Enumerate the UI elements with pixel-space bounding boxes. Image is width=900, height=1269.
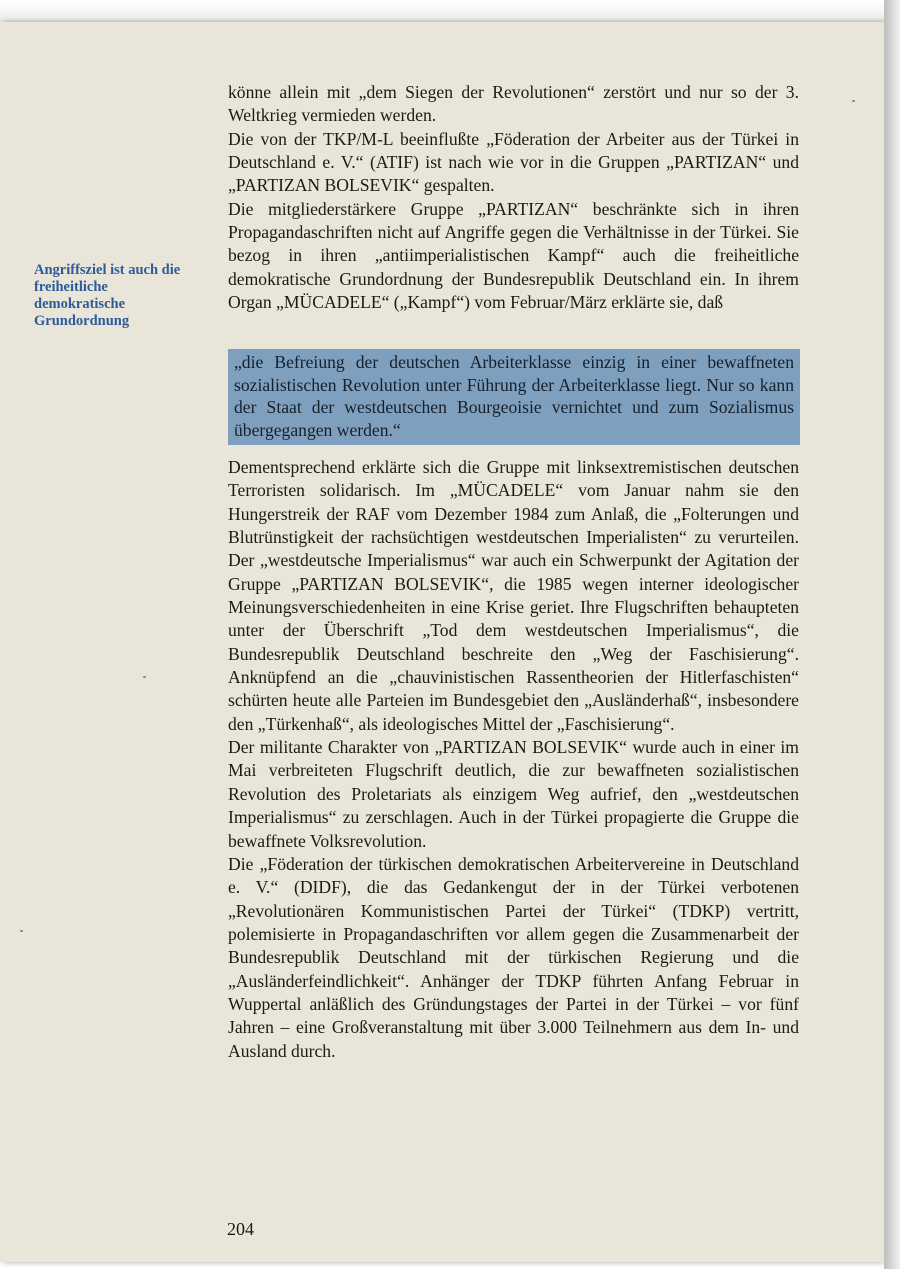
- paragraph: Die mitgliederstärkere Gruppe „PARTIZAN“ beschränkte sich in ihren Propagandaschriften nicht auf Angriffe gegen die Verhältnisse in der Türkei. Sie bezog in ihren „antiimperialistischen Kampf“ auch die freiheitliche demokratische Grundordnung der Bundesrepublik Deutschland ein. In ihrem Organ „MÜCADELE“ („Kampf“) vom Februar/März erklärte sie, daß: [228, 198, 799, 313]
- scan-right-edge: [884, 0, 900, 1269]
- paragraph: Der militante Charakter von „PARTIZAN BOLSEVIK“ wurde auch in einer im Mai verbreiteten Flugschrift deutlich, die zur bewaffneten sozialistischen Revolution des Proletariats als einzigem Weg aufrief, den „westdeutschen Imperialismus“ zu zerschlagen. Auch in der Türkei propagierte die Gruppe die bewaffnete Volksrevolution.: [228, 737, 799, 851]
- scan-top-edge: [0, 0, 900, 22]
- body-text-bottom: [228, 456, 799, 1063]
- body-text-top: [228, 81, 799, 314]
- paragraph: Die „Föderation der türkischen demokratischen Arbeitervereine in Deutschland e. V.“ (DIDF), die das Gedankengut der in der Türkei verbotenen „Revolutionären Kommunistischen Partei der Türkei“ (TDKP) vertritt, polemisierte in Propagandaschriften vor allem gegen die Zusammenarbeit der Bundesrepublik Deutschland mit der türkischen Regierung und die „Ausländerfeindlichkeit“. Anhänger der TDKP führten Anfang Februar in Wuppertal anläßlich des Gründungstages der Partei in der Türkei – vor fünf Jahren – eine Großveranstaltung mit über 3.000 Teilnehmern aus dem In- und Ausland durch.: [228, 853, 799, 1061]
- quote-text: „die Befreiung der deutschen Arbeiterklasse einzig in einer bewaffneten sozialistischen Revolution unter Führung der Arbeiterklasse liegt. Nur so kann der Staat der westdeutschen Bourgeoisie vernichtet und zum Sozialismus übergegangen werden.“: [234, 352, 794, 440]
- paragraph: Die von der TKP/M-L beeinflußte „Föderation der Arbeiter aus der Türkei in Deutschland e. V.“ (ATIF) ist nach wie vor in die Gruppen „PARTIZAN“ und „PARTIZAN BOLSEVIK“ gespalten.: [228, 128, 799, 196]
- paragraph: Dementsprechend erklärte sich die Gruppe mit linksextremistischen deutschen Terroristen solidarisch. Im „MÜCADELE“ vom Januar nahm sie den Hungerstreik der RAF vom Dezember 1984 zum Anlaß, die „Folterungen und Blutrünstigkeit der rachsüchtigen westdeutschen Imperialisten“ zu verurteilen. Der „westdeutsche Imperialismus“ war auch ein Schwerpunkt der Agitation der Gruppe „PARTIZAN BOLSEVIK“, die 1985 wegen interner ideologischer Meinungsverschiedenheiten in eine Krise geriet. Ihre Flugschriften behaupteten unter der Überschrift „Tod dem westdeutschen Imperialismus“, die Bundesrepublik Deutschland beschreite den „Weg der Faschisierung“. Anknüpfend an die „chauvinistischen Rassentheorien der Hitlerfaschisten“ schürten heute alle Parteien im Bundesgebiet den „Ausländerhaß“, insbesondere den „Türkenhaß“, als ideologisches Mittel der „Faschisierung“.: [228, 457, 799, 734]
- page-number: 204: [227, 1219, 254, 1239]
- scan-speck: [852, 100, 855, 102]
- paragraph: könne allein mit „dem Siegen der Revolutionen“ zerstört und nur so der 3. Weltkrieg vermieden werden.: [228, 82, 799, 126]
- margin-note: Angriffsziel ist auch die freiheitliche demokratische Grundordnung: [34, 262, 181, 329]
- scan-speck: [143, 676, 146, 678]
- scan-speck: [20, 930, 23, 932]
